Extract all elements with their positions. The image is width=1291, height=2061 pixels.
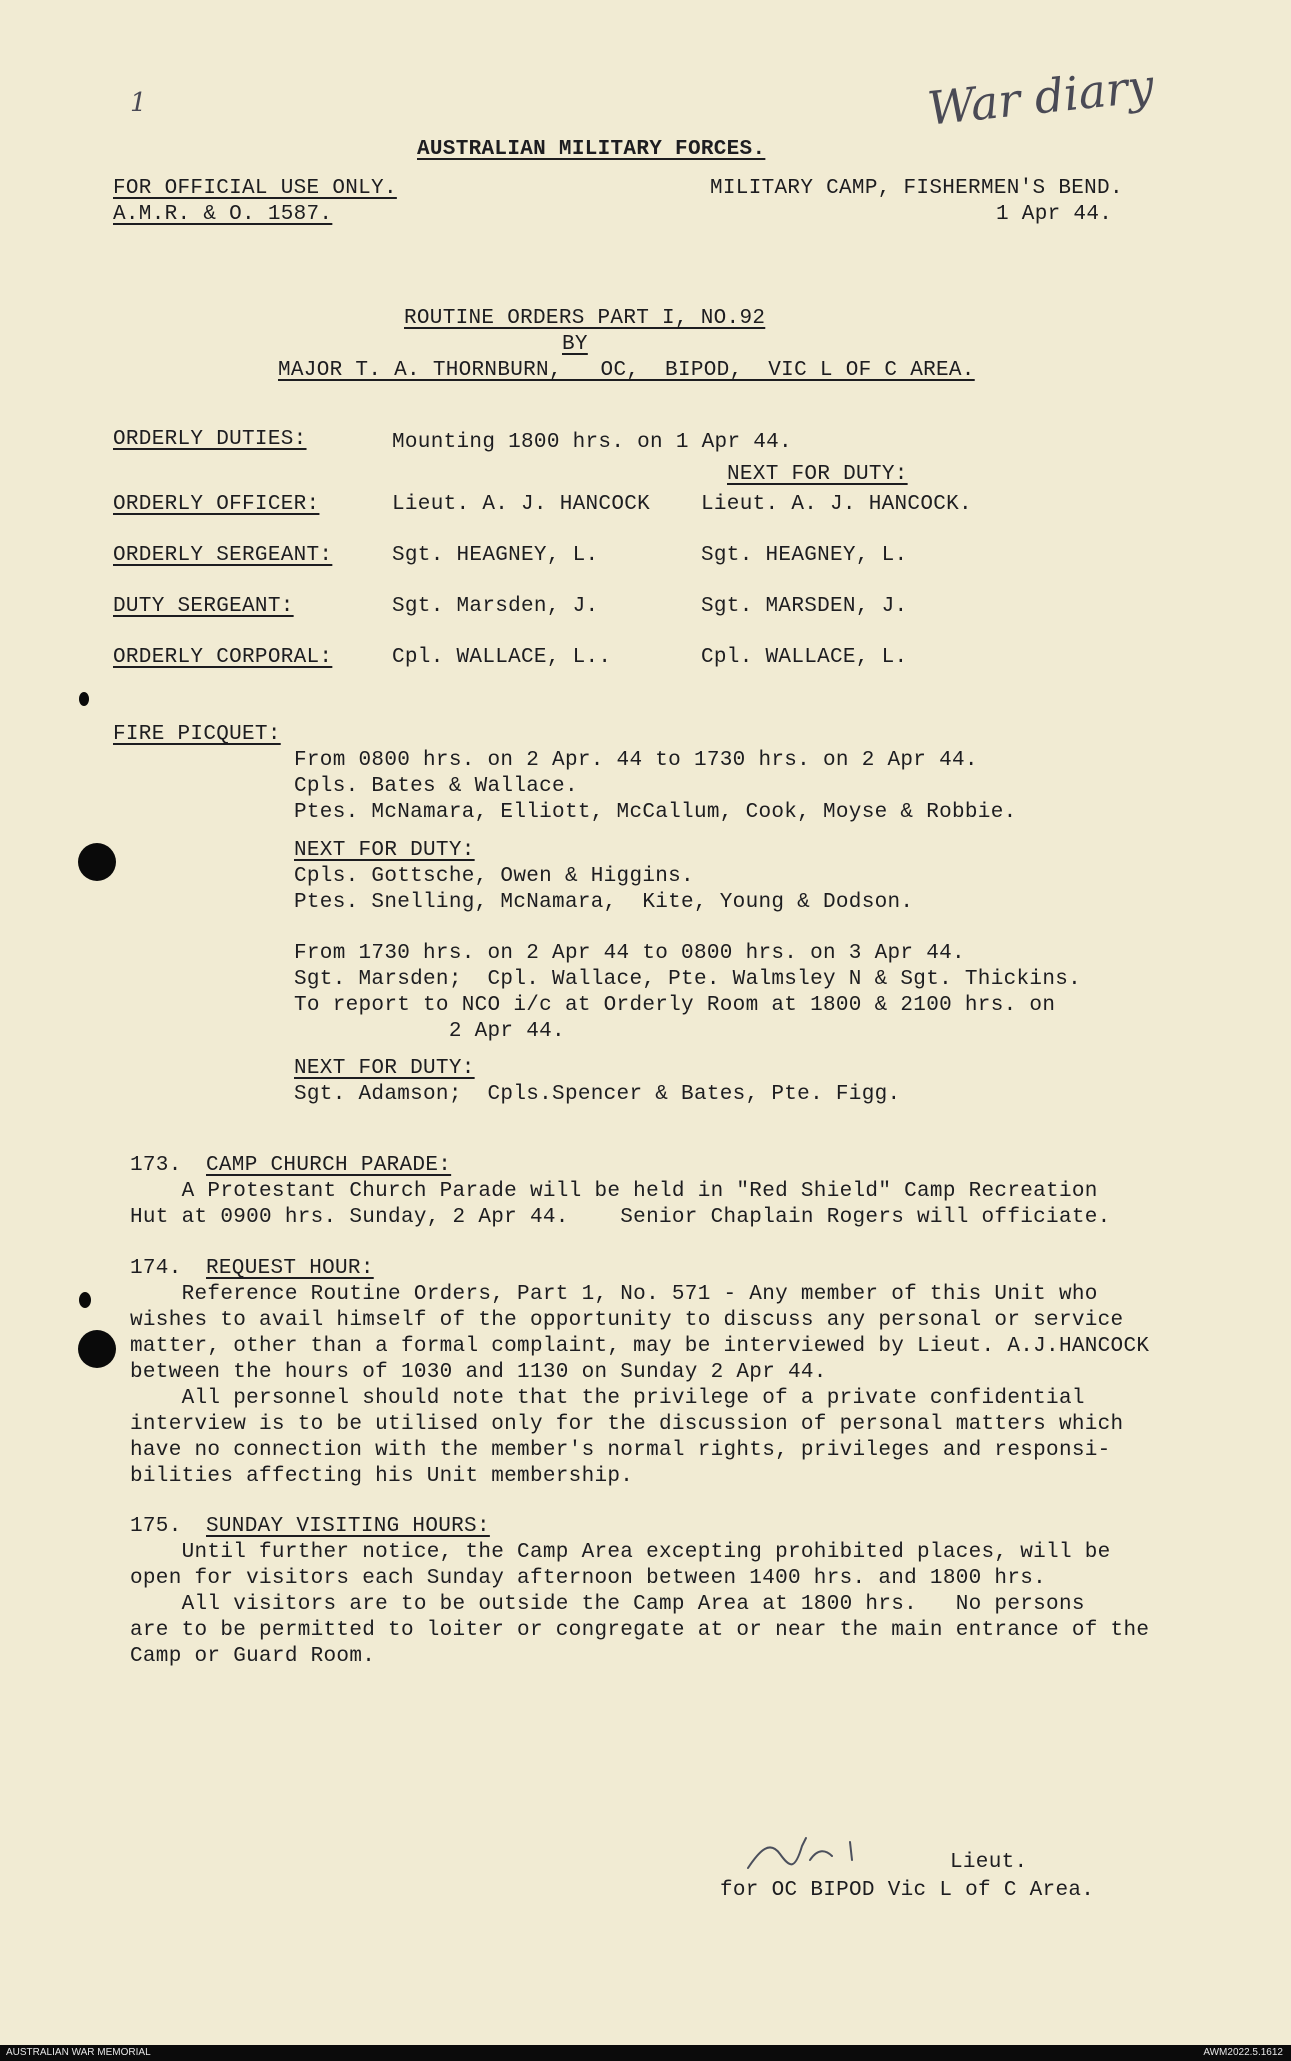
item-line: wishes to avail himself of the opportunity to discuss any personal or service <box>130 1309 1124 1332</box>
item-line: bilities affecting his Unit membership. <box>130 1465 634 1488</box>
item-line: Camp or Guard Room. <box>130 1645 376 1668</box>
page-mark: 1 <box>130 88 147 118</box>
punch-hole <box>78 1330 116 1368</box>
item-line: Hut at 0900 hrs. Sunday, 2 Apr 44. Senior Chaplain Rogers will officiate. <box>130 1206 1111 1229</box>
picquet-line: 2 Apr 44. <box>294 1020 565 1043</box>
picquet-line: To report to NCO i/c at Orderly Room at 1800 & 2100 hrs. on <box>294 994 1056 1017</box>
duty-current: Cpl. WALLACE, L.. <box>392 646 612 669</box>
duty-role: ORDERLY SERGEANT: <box>113 544 333 567</box>
handwritten-note: War diary <box>925 58 1157 136</box>
duty-role: ORDERLY CORPORAL: <box>113 646 333 669</box>
official-use-label: FOR OFFICIAL USE ONLY. <box>113 177 397 200</box>
signature-rank: Lieut. <box>950 1851 1028 1874</box>
duty-next: Sgt. HEAGNEY, L. <box>701 544 908 567</box>
item-line: are to be permitted to loiter or congregate at or near the main entrance of the <box>130 1619 1150 1642</box>
document-date: 1 Apr 44. <box>996 203 1113 226</box>
item-line: open for visitors each Sunday afternoon between 1400 hrs. and 1800 hrs. <box>130 1567 1047 1590</box>
item-number: 174. <box>130 1257 182 1280</box>
item-heading: REQUEST HOUR: <box>206 1257 374 1280</box>
item-line: matter, other than a formal complaint, may be interviewed by Lieut. A.J.HANCOCK <box>130 1335 1150 1358</box>
fire-picquet-label: FIRE PICQUET: <box>113 723 281 746</box>
reference-number: A.M.R. & O. 1587. <box>113 203 333 226</box>
item-number: 173. <box>130 1154 182 1177</box>
camp-location: MILITARY CAMP, FISHERMEN'S BEND. <box>710 177 1123 200</box>
picquet-next-label: NEXT FOR DUTY: <box>294 839 475 862</box>
duty-current: Sgt. HEAGNEY, L. <box>392 544 599 567</box>
item-line: Until further notice, the Camp Area excepting prohibited places, will be <box>130 1541 1111 1564</box>
signature-for-line: for OC BIPOD Vic L of C Area. <box>720 1879 1095 1902</box>
item-line: have no connection with the member's normal rights, privileges and responsi- <box>130 1439 1111 1462</box>
duty-next: Sgt. MARSDEN, J. <box>701 595 908 618</box>
picquet-line: Sgt. Marsden; Cpl. Wallace, Pte. Walmsley N & Sgt. Thickins. <box>294 968 1082 991</box>
picquet-line: Cpls. Gottsche, Owen & Higgins. <box>294 865 694 888</box>
picquet-line: Ptes. McNamara, Elliott, McCallum, Cook, Moyse & Robbie. <box>294 801 1017 824</box>
title-issuer: MAJOR T. A. THORNBURN, OC, BIPOD, VIC L OF C AREA. <box>278 359 975 382</box>
duty-role: DUTY SERGEANT: <box>113 595 294 618</box>
item-number: 175. <box>130 1515 182 1538</box>
punch-mark <box>79 1292 91 1308</box>
picquet-line: Cpls. Bates & Wallace. <box>294 775 578 798</box>
duty-current: Sgt. Marsden, J. <box>392 595 599 618</box>
item-line: All personnel should note that the privilege of a private confidential <box>130 1387 1085 1410</box>
item-line: interview is to be utilised only for the discussion of personal matters which <box>130 1413 1124 1436</box>
title-routine-orders: ROUTINE ORDERS PART I, NO.92 <box>404 307 766 330</box>
picquet-line: Ptes. Snelling, McNamara, Kite, Young & Dodson. <box>294 891 914 914</box>
picquet-line: From 1730 hrs. on 2 Apr 44 to 0800 hrs. on 3 Apr 44. <box>294 942 965 965</box>
title-by: BY <box>562 333 588 356</box>
item-line: A Protestant Church Parade will be held in "Red Shield" Camp Recreation <box>130 1180 1098 1203</box>
item-heading: CAMP CHURCH PARADE: <box>206 1154 452 1177</box>
punch-hole <box>78 843 116 881</box>
footer-left: AUSTRALIAN WAR MEMORIAL <box>6 2047 151 2058</box>
duty-role: ORDERLY OFFICER: <box>113 493 320 516</box>
picquet-next-label: NEXT FOR DUTY: <box>294 1057 475 1080</box>
archive-footer <box>0 2045 1291 2061</box>
duty-next: Lieut. A. J. HANCOCK. <box>701 493 972 516</box>
mounting-time: Mounting 1800 hrs. on 1 Apr 44. <box>392 431 792 454</box>
orderly-duties-label: ORDERLY DUTIES: <box>113 428 307 451</box>
item-heading: SUNDAY VISITING HOURS: <box>206 1515 490 1538</box>
document-heading: AUSTRALIAN MILITARY FORCES. <box>417 138 766 161</box>
picquet-line: From 0800 hrs. on 2 Apr. 44 to 1730 hrs. on 2 Apr 44. <box>294 749 978 772</box>
item-line: between the hours of 1030 and 1130 on Sunday 2 Apr 44. <box>130 1361 827 1384</box>
punch-mark <box>79 692 89 706</box>
item-line: Reference Routine Orders, Part 1, No. 571 - Any member of this Unit who <box>130 1283 1098 1306</box>
item-line: All visitors are to be outside the Camp Area at 1800 hrs. No persons <box>130 1593 1085 1616</box>
next-for-duty-header: NEXT FOR DUTY: <box>727 463 908 486</box>
signature-scribble <box>740 1820 880 1880</box>
duty-current: Lieut. A. J. HANCOCK <box>392 493 651 516</box>
footer-right: AWM2022.5.1612 <box>1203 2047 1283 2058</box>
picquet-line: Sgt. Adamson; Cpls.Spencer & Bates, Pte. Figg. <box>294 1083 901 1106</box>
duty-next: Cpl. WALLACE, L. <box>701 646 908 669</box>
